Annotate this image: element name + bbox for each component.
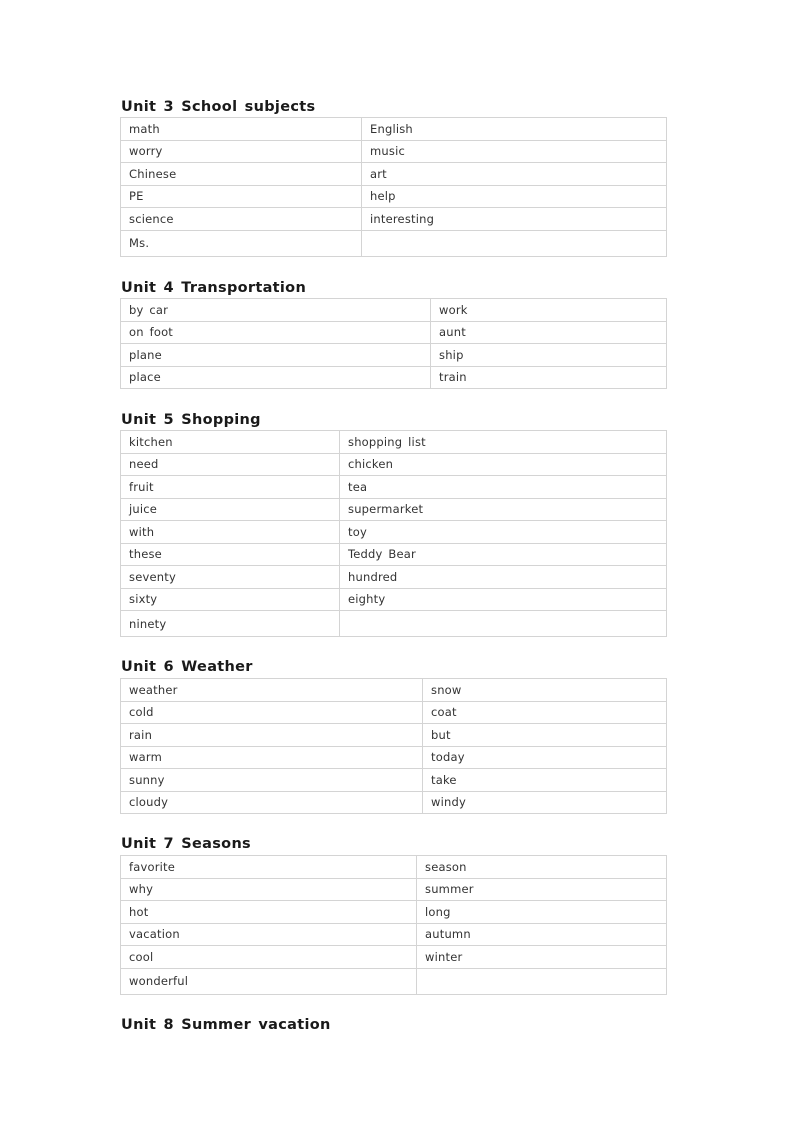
unit-6-title: Unit 6 Weather <box>121 659 253 675</box>
word-cell: interesting <box>362 208 667 231</box>
table-row <box>121 769 667 792</box>
word-cell: Ms. <box>121 230 362 256</box>
word-cell: train <box>431 366 667 389</box>
word-cell: seventy <box>121 566 340 589</box>
word-cell <box>362 230 667 256</box>
word-cell: juice <box>121 498 340 521</box>
unit-4-vocab-table <box>120 298 667 389</box>
word-cell: music <box>362 140 667 163</box>
word-cell: Chinese <box>121 163 362 186</box>
table-row <box>121 923 667 946</box>
word-cell: windy <box>423 791 667 814</box>
table-row <box>121 901 667 924</box>
word-cell: sixty <box>121 588 340 611</box>
word-cell: cloudy <box>121 791 423 814</box>
word-cell: summer <box>417 878 667 901</box>
word-cell: coat <box>423 701 667 724</box>
table-row <box>121 163 667 186</box>
unit-7-vocab-table <box>120 855 667 995</box>
unit-5-vocab-table <box>120 430 667 637</box>
table-row <box>121 724 667 747</box>
word-cell: wonderful <box>121 968 417 994</box>
table-row <box>121 566 667 589</box>
word-cell: hundred <box>340 566 667 589</box>
table-row <box>121 946 667 969</box>
word-cell: sunny <box>121 769 423 792</box>
word-cell: cold <box>121 701 423 724</box>
word-cell: fruit <box>121 476 340 499</box>
word-cell: art <box>362 163 667 186</box>
word-cell: today <box>423 746 667 769</box>
word-cell: autumn <box>417 923 667 946</box>
table-row <box>121 366 667 389</box>
unit-7-title: Unit 7 Seasons <box>121 836 251 852</box>
table-row <box>121 679 667 702</box>
word-cell: winter <box>417 946 667 969</box>
word-cell: vacation <box>121 923 417 946</box>
word-cell: science <box>121 208 362 231</box>
word-cell: long <box>417 901 667 924</box>
table-row <box>121 543 667 566</box>
word-cell: rain <box>121 724 423 747</box>
table-row <box>121 746 667 769</box>
table-row <box>121 588 667 611</box>
word-cell: kitchen <box>121 431 340 454</box>
table-row <box>121 701 667 724</box>
unit-3-vocab-table <box>120 117 667 257</box>
word-cell: need <box>121 453 340 476</box>
word-cell: shopping list <box>340 431 667 454</box>
table-row <box>121 344 667 367</box>
word-cell: hot <box>121 901 417 924</box>
word-cell: place <box>121 366 431 389</box>
word-cell: chicken <box>340 453 667 476</box>
word-cell: toy <box>340 521 667 544</box>
table-row <box>121 185 667 208</box>
table-row <box>121 140 667 163</box>
word-cell <box>417 968 667 994</box>
word-cell: with <box>121 521 340 544</box>
word-cell: PE <box>121 185 362 208</box>
unit-6-vocab-table <box>120 678 667 814</box>
word-cell: snow <box>423 679 667 702</box>
word-cell: worry <box>121 140 362 163</box>
word-cell: supermarket <box>340 498 667 521</box>
unit-4-title: Unit 4 Transportation <box>121 280 307 296</box>
table-row <box>121 431 667 454</box>
table-row <box>121 856 667 879</box>
table-row <box>121 230 667 256</box>
table-row <box>121 968 667 994</box>
table-row <box>121 611 667 637</box>
word-cell: English <box>362 118 667 141</box>
word-cell: warm <box>121 746 423 769</box>
word-cell: weather <box>121 679 423 702</box>
table-row <box>121 208 667 231</box>
table-row <box>121 453 667 476</box>
word-cell: eighty <box>340 588 667 611</box>
word-cell: season <box>417 856 667 879</box>
word-cell: plane <box>121 344 431 367</box>
table-row <box>121 791 667 814</box>
word-cell: cool <box>121 946 417 969</box>
word-cell: ship <box>431 344 667 367</box>
word-cell: work <box>431 299 667 322</box>
table-row <box>121 321 667 344</box>
table-row <box>121 299 667 322</box>
table-row <box>121 476 667 499</box>
unit-5-title: Unit 5 Shopping <box>121 412 261 428</box>
table-row <box>121 118 667 141</box>
word-cell: but <box>423 724 667 747</box>
unit-3-title: Unit 3 School subjects <box>121 99 316 115</box>
word-cell <box>340 611 667 637</box>
table-row <box>121 878 667 901</box>
word-cell: tea <box>340 476 667 499</box>
word-cell: by car <box>121 299 431 322</box>
unit-8-title: Unit 8 Summer vacation <box>121 1017 331 1033</box>
word-cell: ninety <box>121 611 340 637</box>
word-cell: help <box>362 185 667 208</box>
word-cell: Teddy Bear <box>340 543 667 566</box>
word-cell: take <box>423 769 667 792</box>
word-cell: aunt <box>431 321 667 344</box>
word-cell: on foot <box>121 321 431 344</box>
table-row <box>121 521 667 544</box>
table-row <box>121 498 667 521</box>
word-cell: these <box>121 543 340 566</box>
word-cell: why <box>121 878 417 901</box>
word-cell: math <box>121 118 362 141</box>
word-cell: favorite <box>121 856 417 879</box>
